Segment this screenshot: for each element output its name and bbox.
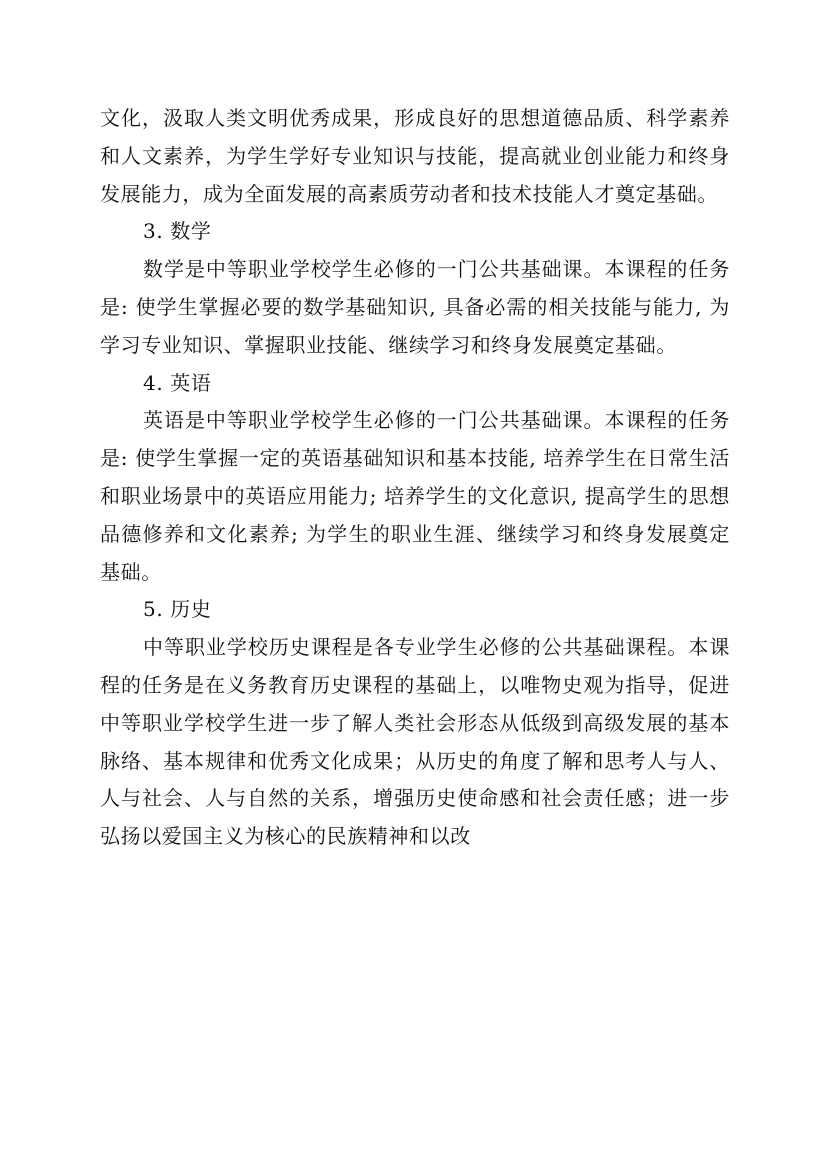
paragraph-english: 英语是中等职业学校学生必修的一门公共基础课。本课程的任务是: 使学生掌握一定的英语基础知识和基本技能, 培养学生在日常生活和职业场景中的英语应用能力; 培养学生的文化意识, 提高学生的思想品德修养和文化素养; 为学生的职业生涯、继续学习和终身发展奠定基础。 [100, 408, 730, 584]
heading-history: 5. 历史 [143, 597, 212, 622]
heading-mathematics: 3. 数学 [143, 219, 212, 244]
document-body [100, 100, 730, 856]
paragraph-mathematics: 数学是中等职业学校学生必修的一门公共基础课。本课程的任务是: 使学生掌握必要的数学基础知识, 具备必需的相关技能与能力, 为学习专业知识、掌握职业技能、继续学习和终身发展奠定基础。 [100, 257, 730, 357]
heading-english: 4. 英语 [143, 370, 212, 395]
paragraph-intro-continuation: 文化，汲取人类文明优秀成果，形成良好的思想道德品质、科学素养和人文素养，为学生学好专业知识与技能，提高就业创业能力和终身发展能力，成为全面发展的高素质劳动者和技术技能人才奠定基础。 [100, 106, 730, 206]
paragraph-history: 中等职业学校历史课程是各专业学生必修的公共基础课程。本课程的任务是在义务教育历史课程的基础上，以唯物史观为指导，促进中等职业学校学生进一步了解人类社会形态从低级到高级发展的基本脉络、基本规律和优秀文化成果；从历史的角度了解和思考人与人、人与社会、人与自然的关系，增强历史使命感和社会责任感；进一步弘扬以爱国主义为核心的民族精神和以改 [100, 635, 730, 849]
